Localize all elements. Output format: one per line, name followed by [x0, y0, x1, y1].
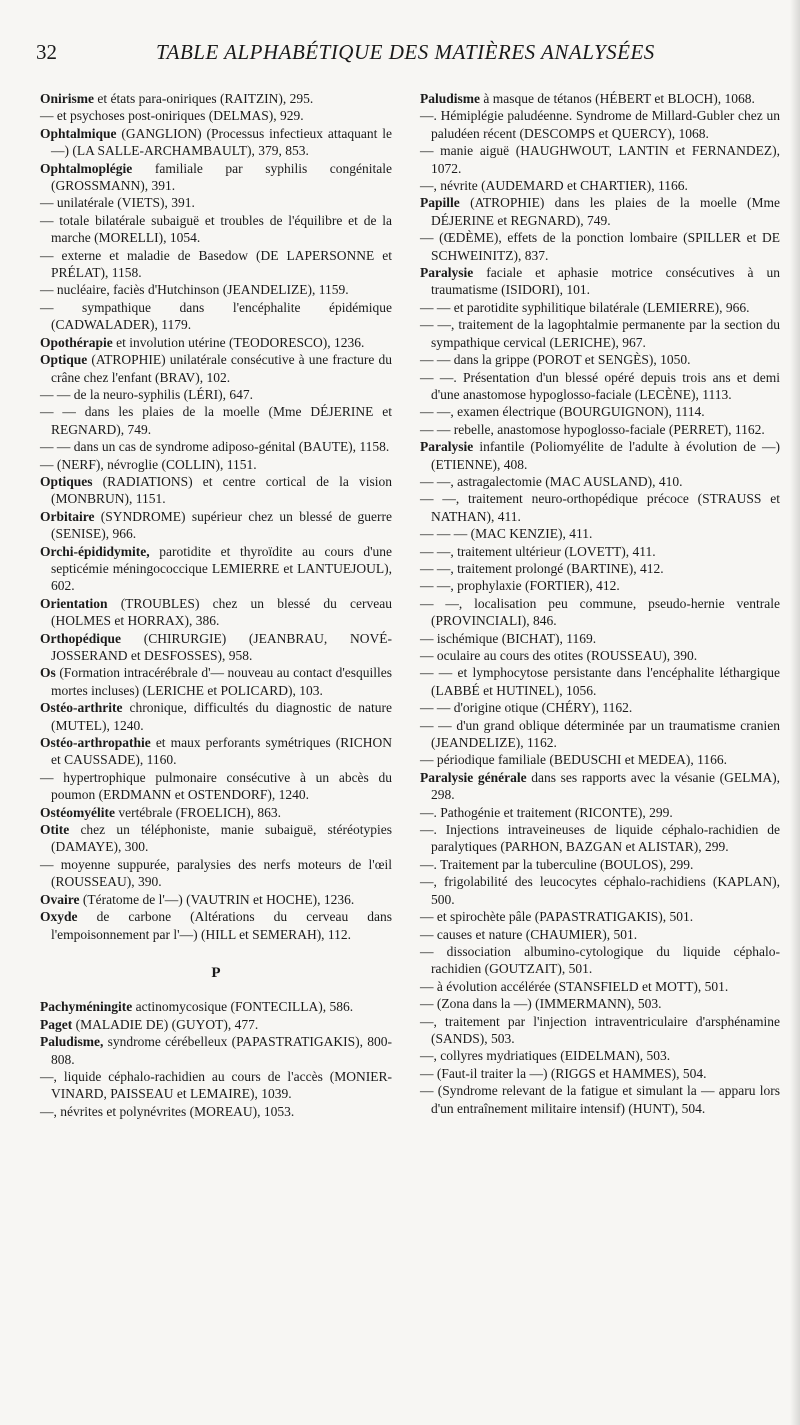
- index-entry: [420, 438, 780, 473]
- entry-text: — moyenne suppurée, paralysies des nerfs moteurs de l'œil (ROUSSEAU), 390.: [40, 856, 392, 890]
- index-entry: [420, 1047, 780, 1064]
- index-entry: [420, 351, 780, 368]
- right-entry-list: [420, 90, 780, 1117]
- entry-text: — oculaire au cours des otites (ROUSSEAU), 390.: [420, 648, 698, 663]
- entry-term: Paralysie: [420, 265, 474, 281]
- entry-text: — à évolution accélérée (STANSFIELD et MOTT), 501.: [420, 978, 729, 994]
- index-entry: [420, 595, 780, 630]
- entry-term: Ovaire: [40, 891, 80, 907]
- index-entry: [40, 299, 392, 334]
- entry-text: (Tératome de l'—) (VAUTRIN et HOCHE), 1236.: [82, 891, 355, 907]
- entry-text: — ischémique (BICHAT), 1169.: [420, 630, 597, 646]
- entry-text: — —, examen électrique (BOURGUIGNON), 1114.: [420, 404, 705, 420]
- entry-text: — et psychoses post-oniriques (DELMAS), 929.: [40, 108, 304, 124]
- entry-term: Orthopédique: [40, 630, 122, 646]
- entry-text: — — de la neuro-syphilis (LÉRI), 647.: [40, 386, 253, 402]
- entry-text: (ATROPHIE) dans les plaies de la moelle (Mme DÉJERINE et REGNARD), 749.: [431, 195, 781, 228]
- entry-text: infantile (Poliomyélite de l'adulte à évolution de —) (ETIENNE), 408.: [431, 439, 781, 472]
- index-entry: [40, 1068, 392, 1103]
- index-entry: [40, 403, 392, 438]
- entry-text: —, frigolabilité des leucocytes céphalo-rachidiens (KAPLAN), 500.: [420, 874, 780, 907]
- entry-text: parotidite et thyroïdite au cours d'une septicémie méningococcique LEMIERRE et LANTUEJOUL), 602.: [51, 543, 392, 594]
- index-entry: [420, 90, 780, 107]
- index-entry: [40, 473, 392, 508]
- entry-text: vertébrale (FROELICH), 863.: [118, 804, 282, 820]
- index-entry: [40, 630, 392, 665]
- entry-term: Optiques: [40, 473, 93, 489]
- index-entry: [420, 490, 780, 525]
- entry-text: —, névrites et polynévrites (MOREAU), 1053.: [40, 1103, 295, 1119]
- entry-term: Opothérapie: [40, 334, 113, 350]
- entry-text: — dissociation albumino-cytologique du liquide céphalo-rachidien (GOUTZAIT), 501.: [420, 943, 780, 977]
- entry-text: chronique, difficultés du diagnostic de nature (MUTEL), 1240.: [51, 700, 393, 733]
- entry-term: Os: [40, 665, 56, 681]
- index-entry: [420, 804, 780, 821]
- entry-text: (MALADIE DE) (GUYOT), 477.: [75, 1016, 259, 1032]
- entry-term: Orchi-épididymite,: [40, 543, 150, 559]
- entry-term: Papille: [420, 195, 460, 211]
- entry-text: — sympathique dans l'encéphalite épidémique (CADWALADER), 1179.: [40, 299, 392, 333]
- entry-text: — (ŒDÈME), effets de la ponction lombaire (SPILLER et DE SCHWEINITZ), 837.: [420, 230, 780, 263]
- entry-text: — —, traitement neuro-orthopédique précoce (STRAUSS et NATHAN), 411.: [420, 491, 780, 524]
- entry-term: Otite: [40, 822, 70, 838]
- index-entry: [40, 351, 392, 386]
- entry-text: faciale et aphasie motrice consécutives à un traumatisme (ISIDORI), 101.: [431, 265, 781, 298]
- entry-text: — externe et maladie de Basedow (DE LAPERSONNE et PRÉLAT), 1158.: [40, 247, 392, 281]
- scan-edge-shadow: [790, 0, 800, 1425]
- entry-text: (CHIRURGIE) (JEANBRAU, NOVÉ-JOSSERAND et DESFOSSES), 958.: [51, 630, 393, 663]
- index-entry: [420, 873, 780, 908]
- page-title: TABLE ALPHABÉTIQUE DES MATIÈRES ANALYSÉES: [156, 40, 655, 64]
- index-entry: [40, 769, 392, 804]
- entry-text: — — et parotidite syphilitique bilatérale (LEMIERRE), 966.: [420, 299, 750, 315]
- entry-term: Paludisme,: [40, 1034, 104, 1050]
- index-entry: [420, 1082, 780, 1117]
- index-entry: [40, 107, 392, 124]
- entry-term: Oxyde: [40, 909, 78, 925]
- index-entry: [40, 386, 392, 403]
- index-entry: [40, 334, 392, 351]
- index-entry: [420, 908, 780, 925]
- entry-text: — nucléaire, faciès d'Hutchinson (JEANDELIZE), 1159.: [40, 282, 349, 298]
- index-entry: [420, 1013, 780, 1048]
- index-entry: [40, 160, 392, 195]
- entry-text: — —, localisation peu commune, pseudo-hernie ventrale (PROVINCIALI), 846.: [420, 595, 780, 629]
- index-entry: [420, 369, 780, 404]
- entry-text: — et spirochète pâle (PAPASTRATIGAKIS), 501.: [420, 909, 694, 925]
- entry-text: —, traitement par l'injection intraventriculaire d'arsphénamine (SANDS), 503.: [420, 1013, 780, 1046]
- index-entry: [40, 90, 392, 107]
- entry-text: —. Hémiplégie paludéenne. Syndrome de Millard-Gubler chez un paludéen récent (DESCOMPS et QUERCY), 1068.: [420, 108, 780, 141]
- entry-text: — (Zona dans la —) (IMMERMANN), 503.: [420, 996, 662, 1012]
- entry-text: (ATROPHIE) unilatérale consécutive à une fracture du crâne chez l'enfant (BRAV), 102.: [51, 352, 392, 385]
- index-entry: [420, 229, 780, 264]
- entry-text: de carbone (Altérations du cerveau dans l'empoisonnement par l'—) (HILL et SEMERAH), 112.: [51, 909, 393, 942]
- entry-text: dans ses rapports avec la vésanie (GELMA), 298.: [431, 769, 780, 803]
- entry-text: — —, traitement prolongé (BARTINE), 412.: [420, 560, 664, 576]
- index-entry: [420, 525, 780, 542]
- index-entry: [420, 316, 780, 351]
- entry-text: —. Traitement par la tuberculine (BOULOS), 299.: [420, 856, 694, 872]
- index-entry: [420, 821, 780, 856]
- entry-text: — totale bilatérale subaiguë et troubles de l'équilibre et de la marche (MORELLI), 1054.: [40, 212, 392, 246]
- entry-text: — hypertrophique pulmonaire consécutive à un abcès du poumon (ERDMANN et OSTENDORF), 1240.: [40, 769, 392, 803]
- index-entry: [420, 995, 780, 1012]
- index-entry: [40, 438, 392, 455]
- entry-text: — — rebelle, anastomose hypoglosso-faciale (PERRET), 1162.: [420, 421, 765, 437]
- entry-text: (TROUBLES) chez un blessé du cerveau (HOLMES et HORRAX), 386.: [51, 595, 392, 629]
- entry-text: à masque de tétanos (HÉBERT et BLOCH), 1068.: [483, 91, 755, 106]
- entry-term: Ophtalmoplégie: [40, 160, 133, 176]
- right-column: [420, 90, 780, 1117]
- entry-text: — (NERF), névroglie (COLLIN), 1151.: [40, 456, 257, 472]
- left-column: [40, 90, 392, 1120]
- entry-text: et maux perforants symétriques (RICHON et CAUSSADE), 1160.: [51, 735, 392, 768]
- index-entry: [420, 194, 780, 229]
- entry-term: Orientation: [40, 595, 108, 611]
- entry-text: (Formation intracérébrale d'— nouveau au contact d'esquilles mortes incluses) (LERICHE et POLICARD), 103.: [51, 665, 393, 698]
- index-entry: [40, 734, 392, 769]
- section-letter: P: [211, 964, 221, 981]
- index-entry: [420, 299, 780, 316]
- entry-term: Onirisme: [40, 91, 94, 106]
- entry-text: — (Faut-il traiter la —) (RIGGS et HAMMES), 504.: [420, 1065, 707, 1081]
- entry-text: actinomycosique (FONTECILLA), 586.: [135, 999, 354, 1015]
- entry-term: Ostéo-arthrite: [40, 700, 123, 716]
- entry-text: — périodique familiale (BEDUSCHI et MEDEA), 1166.: [420, 752, 727, 768]
- index-entry: [40, 212, 392, 247]
- entry-text: (GANGLION) (Processus infectieux attaquant le —) (LA SALLE-ARCHAMBAULT), 379, 853.: [51, 125, 392, 159]
- index-entry: [420, 473, 780, 490]
- index-entry: [40, 699, 392, 734]
- index-entry: [40, 1016, 392, 1033]
- index-entry: [420, 421, 780, 438]
- left-p-entry-list: [40, 998, 392, 1120]
- entry-text: — unilatérale (VIETS), 391.: [40, 195, 195, 211]
- left-entry-list: [40, 90, 392, 943]
- entry-text: et états para-oniriques (RAITZIN), 295.: [97, 91, 314, 106]
- entry-text: — causes et nature (CHAUMIER), 501.: [420, 926, 638, 942]
- entry-text: — —, traitement ultérieur (LOVETT), 411.: [420, 543, 656, 559]
- index-entry: [40, 281, 392, 298]
- page-number: 32: [36, 40, 57, 64]
- entry-term: Paludisme: [420, 91, 481, 106]
- index-entry: [40, 456, 392, 473]
- index-entry: [420, 107, 780, 142]
- index-entry: [40, 1103, 392, 1120]
- index-entry: [420, 856, 780, 873]
- entry-text: (RADIATIONS) et centre cortical de la vision (MONBRUN), 1151.: [51, 473, 393, 507]
- index-entry: [40, 508, 392, 543]
- entry-term: Paralysie générale: [420, 769, 527, 785]
- entry-term: Ostéomyélite: [40, 804, 115, 820]
- index-entry: [40, 247, 392, 282]
- entry-text: — — dans un cas de syndrome adiposo-génital (BAUTE), 1158.: [40, 439, 390, 455]
- entry-text: — — d'origine otique (CHÉRY), 1162.: [420, 700, 633, 716]
- index-entry: [40, 804, 392, 821]
- entry-text: — —. Présentation d'un blessé opéré depuis trois ans et demi d'une anastomose hypoglosso-faciale (LECÈNE), 1113.: [420, 369, 780, 402]
- entry-text: — — — (MAC KENZIE), 411.: [420, 526, 593, 542]
- index-entry: [40, 543, 392, 595]
- index-entry: [40, 194, 392, 211]
- entry-term: Ophtalmique: [40, 125, 117, 141]
- index-entry: [420, 751, 780, 768]
- entry-text: — —, prophylaxie (FORTIER), 412.: [420, 578, 620, 594]
- entry-text: — —, traitement de la lagophtalmie permanente par la section du sympathique cervical (LERICHE), 967.: [420, 317, 780, 350]
- index-entry: [40, 908, 392, 943]
- entry-text: syndrome cérébelleux (PAPASTRATIGAKIS), 800-808.: [51, 1034, 392, 1067]
- entry-term: Paget: [40, 1016, 73, 1032]
- entry-text: — — dans la grippe (POROT et SENGÈS), 1050.: [420, 352, 691, 368]
- index-entry: [420, 264, 780, 299]
- index-entry: [420, 630, 780, 647]
- entry-text: — manie aiguë (HAUGHWOUT, LANTIN et FERNANDEZ), 1072.: [420, 143, 780, 176]
- index-entry: [420, 647, 780, 664]
- index-entry: [420, 943, 780, 978]
- index-entry: [420, 926, 780, 943]
- entry-text: —. Injections intraveineuses de liquide céphalo-rachidien de paralytiques (PARHON, BAZGAN et ALISTAR), 299.: [420, 822, 780, 855]
- entry-text: et involution utérine (TEODORESCO), 1236.: [116, 334, 365, 350]
- index-entry: [420, 978, 780, 995]
- page-header: [36, 40, 776, 74]
- entry-text: familiale par syphilis congénitale (GROSSMANN), 391.: [51, 160, 392, 194]
- index-entry: [420, 177, 780, 194]
- entry-term: Optique: [40, 352, 88, 368]
- index-entry: [40, 664, 392, 699]
- entry-text: — —, astragalectomie (MAC AUSLAND), 410.: [420, 473, 683, 489]
- index-entry: [40, 856, 392, 891]
- entry-term: Ostéo-arthropathie: [40, 735, 151, 751]
- entry-text: (SYNDROME) supérieur chez un blessé de guerre (SENISE), 966.: [51, 508, 392, 542]
- index-entry: [40, 821, 392, 856]
- entry-text: — — et lymphocytose persistante dans l'encéphalite léthargique (LABBÉ et HUTINEL), 1056.: [420, 665, 780, 698]
- index-entry: [420, 577, 780, 594]
- index-entry: [420, 403, 780, 420]
- index-entry: [420, 142, 780, 177]
- entry-text: — — dans les plaies de la moelle (Mme DÉJERINE et REGNARD), 749.: [40, 404, 392, 437]
- index-entry: [40, 125, 392, 160]
- entry-term: Pachyméningite: [40, 999, 133, 1015]
- index-entry: [420, 1065, 780, 1082]
- entry-text: —, liquide céphalo-rachidien au cours de l'accès (MONIER-VINARD, PAISSEAU et LEMAIRE), 1039.: [40, 1068, 392, 1102]
- index-entry: [40, 595, 392, 630]
- index-entry: [420, 769, 780, 804]
- index-entry: [420, 560, 780, 577]
- index-entry: [40, 891, 392, 908]
- index-entry: [420, 717, 780, 752]
- index-entry: [420, 664, 780, 699]
- entry-text: — (Syndrome relevant de la fatigue et simulant la — apparu lors d'un entraînement militaire intensif) (HUNT), 504.: [420, 1083, 780, 1116]
- index-entry: [420, 699, 780, 716]
- entry-text: —, névrite (AUDEMARD et CHARTIER), 1166.: [420, 178, 688, 194]
- entry-text: —. Pathogénie et traitement (RICONTE), 299.: [420, 804, 673, 820]
- index-entry: [40, 1033, 392, 1068]
- entry-term: Paralysie: [420, 439, 474, 455]
- entry-text: chez un téléphoniste, manie subaiguë, stéréotypies (DAMAYE), 300.: [51, 822, 392, 855]
- index-entry: [40, 998, 392, 1015]
- entry-text: —, collyres mydriatiques (EIDELMAN), 503.: [420, 1048, 671, 1064]
- index-entry: [420, 543, 780, 560]
- entry-text: — — d'un grand oblique déterminée par un traumatisme cranien (JEANDELIZE), 1162.: [420, 717, 780, 751]
- entry-term: Orbitaire: [40, 508, 95, 524]
